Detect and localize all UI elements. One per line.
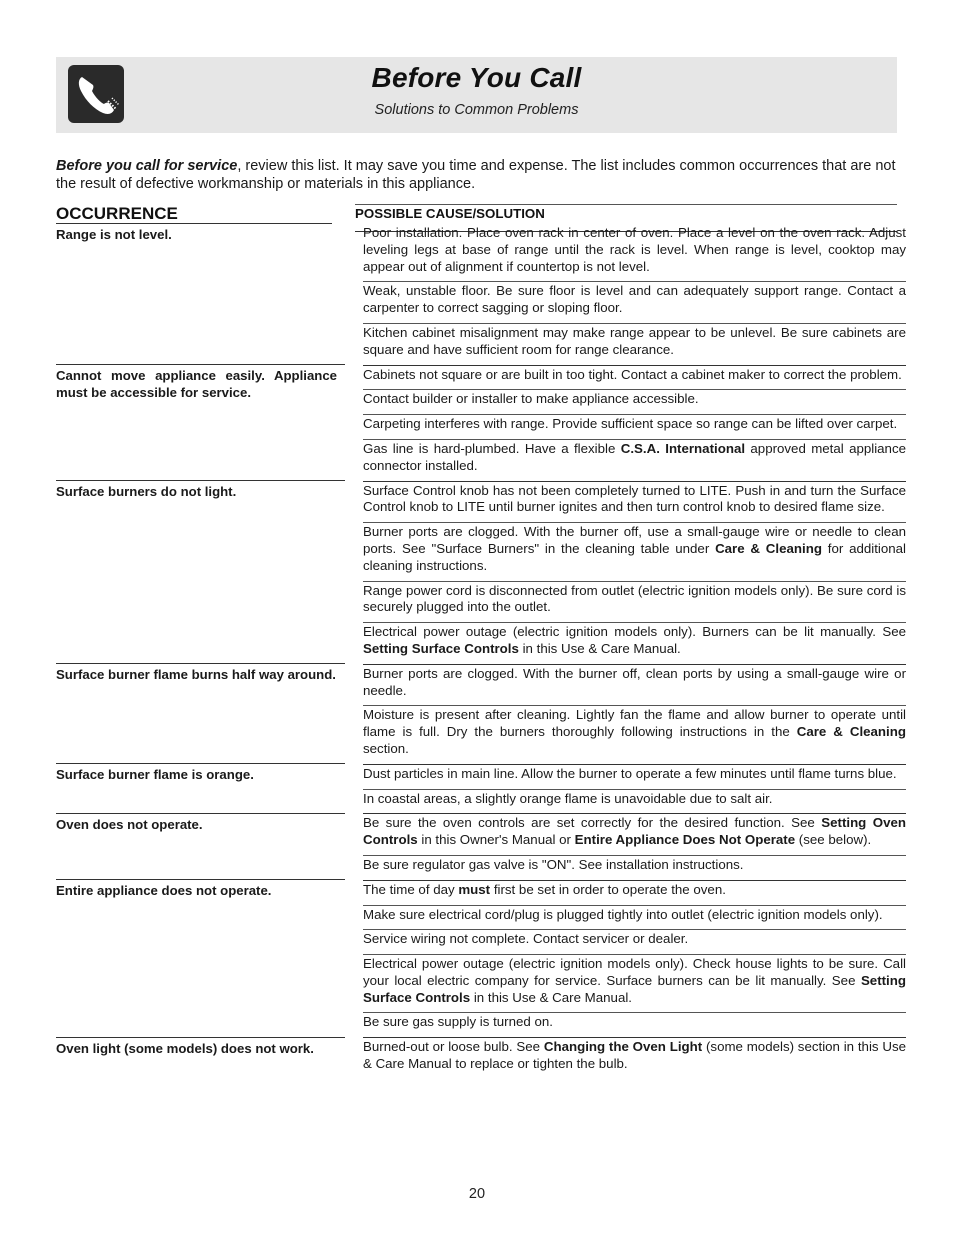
intro-paragraph	[56, 157, 898, 193]
solution-text: Make sure electrical cord/plug is plugged tightly into outlet (electric ignition models only).	[363, 906, 883, 922]
solution-text: in this Use & Care Manual.	[470, 989, 632, 1005]
solution-item	[363, 281, 906, 323]
column-gap	[345, 1037, 363, 1079]
solution-text: for additional cleaning instructions.	[363, 540, 906, 573]
column-gap	[345, 481, 363, 664]
solution-text: Burned-out or loose bulb. See	[363, 1039, 544, 1055]
solution-item	[363, 764, 906, 789]
solution-item	[363, 1012, 906, 1037]
solution-item	[363, 414, 906, 439]
column-gap	[345, 880, 363, 1038]
solution-item	[363, 880, 906, 905]
solution-text: first be set in order to operate the oven.	[490, 881, 726, 897]
solution-text: Weak, unstable floor. Be sure floor is level and can adequately support range. Contact a carpenter to correct sagging or sloping floor.	[363, 283, 906, 316]
solution-text: in this Use & Care Manual.	[518, 640, 681, 656]
solution-cell	[363, 813, 906, 879]
solution-text: In coastal areas, a slightly orange flame is unavoidable due to salt air.	[363, 790, 773, 806]
solution-cell	[363, 764, 906, 814]
occurrence-column-header: OCCURRENCE	[56, 204, 332, 224]
intro-text: , review this list. It may save you time and expense. The list includes common occurrences that are not the result of defective workmanship or materials in this appliance.	[56, 158, 896, 192]
solution-cell	[363, 365, 906, 481]
table-row	[56, 813, 906, 879]
solution-item	[363, 481, 906, 523]
solution-item	[363, 224, 906, 281]
intro-lead: Before you call for service	[56, 158, 238, 174]
solution-text: Electrical power outage (electric ignition models only). Burners can be lit manually. See	[363, 624, 906, 640]
occurrence-cell: Surface burners do not light.	[56, 481, 345, 664]
occurrence-cell: Oven light (some models) does not work.	[56, 1037, 345, 1079]
solution-text: Dust particles in main line. Allow the burner to operate a few minutes until flame turns blue.	[363, 765, 897, 781]
solution-item	[363, 1037, 906, 1079]
solution-text: section.	[363, 740, 409, 756]
solution-item	[363, 664, 906, 706]
page-number: 20	[468, 1186, 486, 1202]
solution-item	[363, 365, 906, 390]
solution-emphasis: Care & Cleaning	[796, 724, 906, 740]
solution-text: Electrical power outage (electric ignition models only). Check house lights to be sure. Call your local electric company for service. Surface burners can be lit manually. See	[363, 956, 906, 988]
solution-item	[363, 581, 906, 623]
solution-column-header: POSSIBLE CAUSE/SOLUTION	[355, 204, 897, 232]
solution-item	[363, 905, 906, 930]
solution-item	[363, 855, 906, 880]
solution-text: in this Owner's Manual or	[417, 832, 575, 848]
solution-item	[363, 323, 906, 365]
occurrence-cell: Oven does not operate.	[56, 813, 345, 879]
column-gap	[345, 664, 363, 764]
solution-text: Range power cord is disconnected from outlet (electric ignition models only). Be sure cord is securely plugged into the outlet.	[363, 582, 906, 615]
table-row	[56, 1037, 906, 1079]
solution-emphasis: Entire Appliance Does Not Operate	[574, 832, 796, 848]
solution-cell	[363, 224, 906, 365]
occurrence-cell: Entire appliance does not operate.	[56, 880, 345, 1038]
solution-item	[363, 522, 906, 580]
solution-text: Be sure the oven controls are set correctly for the desired function. See	[363, 815, 822, 831]
solution-item	[363, 789, 906, 814]
solution-emphasis: Setting Surface Controls	[363, 640, 519, 656]
solution-text: Cabinets not square or are built in too tight. Contact a cabinet maker to correct the problem.	[363, 366, 902, 382]
table-row	[56, 664, 906, 764]
solution-cell	[363, 664, 906, 764]
solution-text: Burner ports are clogged. With the burner off, clean ports by using a small-gauge wire or needle.	[363, 665, 906, 698]
solution-cell	[363, 1037, 906, 1079]
occurrence-cell: Surface burner flame burns half way around.	[56, 664, 345, 764]
page-subtitle: Solutions to Common Problems	[374, 102, 579, 118]
solution-text: Poor installation. Place oven rack in center of oven. Place a level on the oven rack. Adjust leveling legs at base of range until the rack is level. When range is level, cooktop may appear out of alignment if countertop is not level.	[363, 225, 906, 274]
table-row	[56, 365, 906, 481]
solution-item	[363, 705, 906, 763]
solution-text: Contact builder or installer to make appliance accessible.	[363, 391, 699, 407]
table-row	[56, 880, 906, 1038]
occurrence-cell: Range is not level.	[56, 227, 172, 242]
column-gap	[345, 224, 363, 365]
solution-emphasis: Setting Oven Controls	[363, 815, 906, 848]
table-row	[56, 481, 906, 664]
solution-emphasis: C.S.A. International	[620, 440, 746, 456]
solution-item	[363, 439, 906, 481]
column-gap	[345, 764, 363, 814]
solution-text: (see below).	[795, 832, 872, 848]
solution-item	[363, 929, 906, 954]
solution-text: Moisture is present after cleaning. Lightly fan the flame and allow burner to operate until flame is full. Dry the burners thoroughly following instructions in the	[363, 707, 906, 740]
solution-text: Service wiring not complete. Contact servicer or dealer.	[363, 931, 689, 947]
solution-text: Surface Control knob has not been completely turned to LITE. Push in and turn the Surface Control knob to LITE until burner ignites and then turn control knob to desired flame size.	[363, 482, 906, 515]
solution-text: Be sure regulator gas valve is "ON". See installation instructions.	[363, 856, 744, 872]
page-title: Before You Call	[371, 62, 582, 93]
occurrence-cell: Surface burner flame is orange.	[56, 764, 345, 814]
solution-item	[363, 622, 906, 664]
solution-text: Carpeting interferes with range. Provide sufficient space so range can be lifted over carpet.	[363, 416, 898, 432]
solution-item	[363, 389, 906, 414]
solution-text: (some models) section in this Use & Care Manual to replace or tighten the bulb.	[363, 1039, 906, 1072]
page-header	[56, 57, 897, 133]
solution-cell	[363, 481, 906, 664]
solution-emphasis: must	[458, 881, 491, 897]
solution-item	[363, 813, 906, 855]
table-row	[56, 764, 906, 814]
table-row	[56, 224, 906, 365]
solution-emphasis: Care & Cleaning	[715, 540, 822, 556]
solution-emphasis: Setting Surface Controls	[363, 972, 906, 1005]
solution-cell	[363, 880, 906, 1038]
column-gap	[345, 365, 363, 481]
solution-item	[363, 954, 906, 1012]
solution-text: Gas line is hard-plumbed. Have a flexible	[363, 440, 621, 456]
solution-text: Burner ports are clogged. With the burner off, use a small-gauge wire or needle to clean ports. See "Surface Burners" in the cleaning table under	[363, 524, 906, 556]
solution-emphasis: Changing the Oven Light	[543, 1039, 703, 1055]
solution-text: The time of day	[363, 881, 459, 897]
solution-text: Kitchen cabinet misalignment may make range appear to be unlevel. Be sure cabinets are square and have sufficient room for range clearance.	[363, 324, 906, 357]
solution-text: Be sure gas supply is turned on.	[363, 1014, 553, 1030]
solution-text: approved metal appliance connector installed.	[363, 440, 906, 473]
troubleshooting-table	[56, 224, 906, 1079]
column-gap	[345, 813, 363, 879]
occurrence-cell: Cannot move appliance easily. Appliance must be accessible for service.	[56, 365, 345, 481]
